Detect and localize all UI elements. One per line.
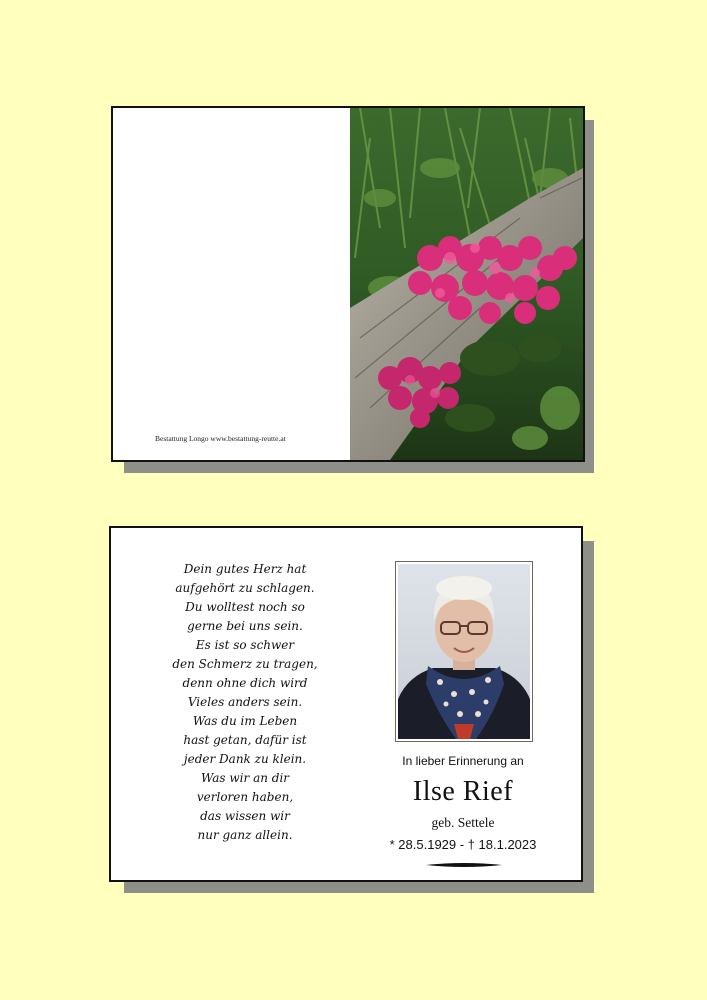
inside-card	[109, 526, 583, 882]
front-card	[111, 106, 585, 462]
poem-line: verloren haben,	[196, 790, 294, 804]
portrait-frame	[395, 561, 533, 742]
portrait-photo	[398, 564, 530, 739]
alpine-rose-photo	[350, 108, 583, 460]
front-card-blank-panel	[113, 108, 349, 460]
poem	[131, 560, 359, 845]
poem-line: Was wir an dir	[200, 771, 290, 785]
poem-line: jeder Dank zu klein.	[183, 752, 307, 766]
life-dates: * 28.5.1929 - † 18.1.2023	[389, 837, 537, 852]
deceased-name: Ilse Rief	[412, 776, 514, 807]
poem-line: Was du im Leben	[192, 714, 298, 728]
poem-line: nur ganz allein.	[197, 828, 293, 842]
poem-line: Es ist so schwer	[195, 638, 295, 652]
poem-line: Vieles anders sein.	[187, 695, 303, 709]
birth-name: geb. Settele	[431, 815, 495, 830]
poem-line: den Schmerz zu tragen,	[172, 657, 318, 671]
poem-line: aufgehört zu schlagen.	[175, 581, 315, 595]
poem-line: Dein gutes Herz hat	[183, 562, 307, 576]
funeral-home-imprint: Bestattung Longo www.bestattung-reutte.at	[155, 434, 286, 443]
divider-ornament	[424, 861, 504, 869]
poem-line: das wissen wir	[200, 809, 290, 823]
memorial-line: In lieber Erinnerung an	[402, 754, 524, 768]
poem-line: gerne bei uns sein.	[187, 619, 303, 633]
poem-line: Du wolltest noch so	[185, 600, 305, 614]
poem-line: hast getan, dafür ist	[183, 733, 307, 747]
poem-line: denn ohne dich wird	[182, 676, 308, 690]
